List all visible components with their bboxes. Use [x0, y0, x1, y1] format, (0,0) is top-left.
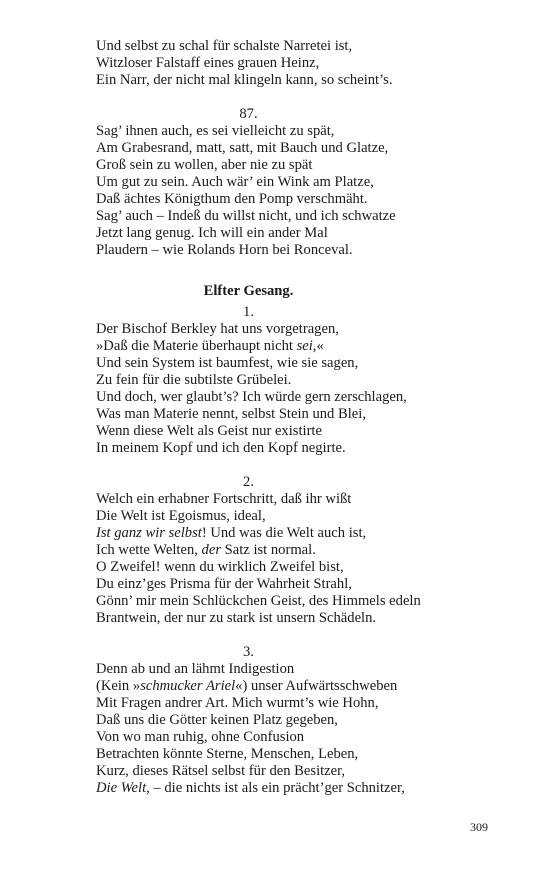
verse-line: Und sein System ist baumfest, wie sie sagen,: [96, 355, 359, 371]
verse-italic: schmucker Ariel: [140, 678, 236, 694]
verse-line: Plaudern – wie Rolands Horn bei Ronceval.: [96, 242, 353, 258]
verse-italic: der: [201, 542, 222, 558]
verse-line: Betrachten könnte Sterne, Menschen, Leben,: [96, 746, 359, 762]
verse-line: Gönn’ mir mein Schlückchen Geist, des Himmels edeln: [96, 593, 421, 609]
stanza-number: 1.: [243, 304, 254, 320]
verse-text: «: [316, 338, 324, 354]
stanza-1: [96, 304, 516, 457]
verse-line: Witzloser Falstaff eines grauen Heinz,: [96, 55, 320, 71]
verse-line: Um gut zu sein. Auch wär’ ein Wink am Platze,: [96, 174, 374, 190]
verse-line: Am Grabesrand, matt, satt, mit Bauch und Glatze,: [96, 140, 389, 156]
verse-line: Brantwein, der nur zu stark ist unsern Schädeln.: [96, 610, 377, 626]
verse-line: Du einz’ges Prisma für der Wahrheit Strahl,: [96, 576, 352, 592]
verse-text: Satz ist normal.: [221, 542, 316, 558]
stanza-87: [96, 106, 516, 259]
verse-line: Zu fein für die subtilste Grübelei.: [96, 372, 292, 388]
verse-text: »Daß die Materie überhaupt nicht: [96, 338, 297, 354]
stanza-2: [96, 474, 516, 627]
verse-line: Ein Narr, der nicht mal klingeln kann, so scheint’s.: [96, 72, 393, 88]
verse-line: Und selbst zu schal für schalste Narretei ist,: [96, 38, 353, 54]
verse-text: (Kein »: [96, 678, 141, 694]
verse-line: [96, 525, 516, 542]
verse-italic: Die Welt: [96, 780, 147, 796]
verse-text: , – die nichts ist als ein prächt’ger Schnitzer,: [146, 780, 405, 796]
stanza-86-continuation: [96, 38, 516, 89]
verse-line: [96, 542, 516, 559]
page-text: [96, 38, 516, 797]
stanza-number: 2.: [243, 474, 254, 490]
stanza-3: [96, 644, 516, 797]
verse-line: Daß ächtes Königthum den Pomp verschmäht.: [96, 191, 368, 207]
verse-text: «) unser Aufwärtsschweben: [235, 678, 398, 694]
verse-line: [96, 678, 516, 695]
page-number: 309: [470, 820, 488, 834]
verse-line: Die Welt ist Egoismus, ideal,: [96, 508, 266, 524]
verse-text: Ich wette Welten,: [96, 542, 202, 558]
verse-text: ! Und was die Welt auch ist,: [201, 525, 367, 541]
verse-line: Was man Materie nennt, selbst Stein und Blei,: [96, 406, 366, 422]
verse-line: Daß uns die Götter keinen Platz gegeben,: [96, 712, 338, 728]
verse-line: Groß sein zu wollen, aber nie zu spät: [96, 157, 313, 173]
verse-line: [96, 338, 516, 355]
verse-line: Sag’ auch – Indeß du willst nicht, und ich schwatze: [96, 208, 396, 224]
verse-line: Der Bischof Berkley hat uns vorgetragen,: [96, 321, 339, 337]
stanza-number: 87.: [239, 106, 258, 122]
verse-line: Sag’ ihnen auch, es sei vielleicht zu spät,: [96, 123, 335, 139]
verse-italic: Ist ganz wir selbst: [96, 525, 202, 541]
verse-line: Kurz, dieses Rätsel selbst für den Besitzer,: [96, 763, 346, 779]
verse-line: Und doch, wer glaubt’s? Ich würde gern zerschlagen,: [96, 389, 407, 405]
verse-line: Jetzt lang genug. Ich will ein ander Mal: [96, 225, 328, 241]
verse-line: Welch ein erhabner Fortschritt, daß ihr wißt: [96, 491, 352, 507]
verse-line: Mit Fragen andrer Art. Mich wurmt’s wie Hohn,: [96, 695, 379, 711]
stanza-number: 3.: [243, 644, 254, 660]
verse-line: Wenn diese Welt als Geist nur existirte: [96, 423, 322, 439]
verse-line: Denn ab und an lähmt Indigestion: [96, 661, 295, 677]
verse-line: O Zweifel! wenn du wirklich Zweifel bist,: [96, 559, 344, 575]
verse-line: In meinem Kopf und ich den Kopf negirte.: [96, 440, 346, 456]
chapter-title: Elfter Gesang.: [203, 283, 294, 299]
verse-line: Von wo man ruhig, ohne Confusion: [96, 729, 305, 745]
verse-line: [96, 780, 516, 797]
verse-italic: sei,: [296, 338, 317, 354]
